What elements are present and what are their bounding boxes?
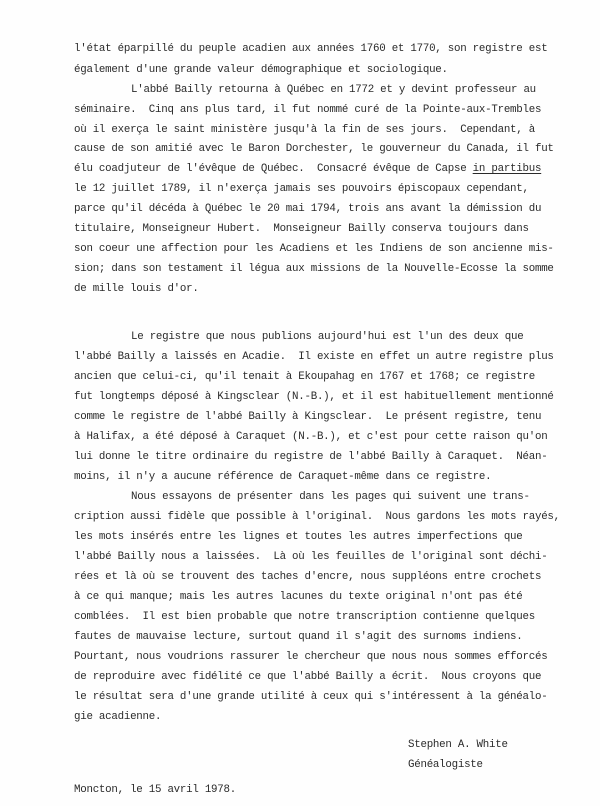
text-line: parce qu'il décéda à Québec le 20 mai 1794, trois ans avant la démission du [74, 203, 542, 215]
text-line: Nous essayons de présenter dans les pages qui suivent une trans- [131, 491, 530, 503]
text-line: de reproduire avec fidélité ce que l'abbé Bailly a écrit. Nous croyons que [74, 671, 542, 683]
text-line: L'abbé Bailly retourna à Québec en 1772 et y devint professeur au [131, 84, 536, 96]
text-line: le résultat sera d'une grande utilité à ceux qui s'intéressent à la généalo- [74, 691, 548, 703]
text-line: fautes de mauvaise lecture, surtout quand il s'agit des surnoms indiens. [74, 631, 523, 643]
text-line: son coeur une affection pour les Acadiens et les Indiens de son ancienne mis- [74, 243, 554, 255]
text-line: Pourtant, nous voudrions rassurer le chercheur que nous nous sommes efforcés [74, 651, 548, 663]
text-line: où il exerça le saint ministère jusqu'à la fin de ses jours. Cependant, à [74, 124, 535, 136]
text-line: cription aussi fidèle que possible à l'original. Nous gardons les mots rayés, [74, 511, 560, 523]
text-line: les mots insérés entre les lignes et toutes les autres imperfections que [74, 531, 523, 543]
signature-name: Stephen A. White [408, 739, 508, 751]
text-line: cause de son amitié avec le Baron Dorchester, le gouverneur du Canada, il fut [74, 143, 554, 155]
text-line: de mille louis d'or. [74, 283, 199, 295]
text-line: l'abbé Bailly nous a laissées. Là où les feuilles de l'original sont déchi- [74, 551, 548, 563]
text-span: élu coadjuteur de l'évêque de Québec. Consacré évêque de Capse [74, 163, 473, 175]
place-date: Moncton, le 15 avril 1978. [74, 784, 236, 796]
underlined-phrase: in partibus [472, 163, 542, 175]
signature-title: Généalogiste [408, 759, 483, 771]
text-line: titulaire, Monseigneur Hubert. Monseigneur Bailly conserva toujours dans [74, 223, 529, 235]
text-line: l'abbé Bailly a laissés en Acadie. Il existe en effet un autre registre plus [74, 351, 554, 363]
text-line: à ce qui manque; mais les autres lacunes du texte original n'ont pas été [74, 591, 523, 603]
text-line: l'état éparpillé du peuple acadien aux années 1760 et 1770, son registre est [74, 43, 548, 55]
text-line: Le registre que nous publions aujourd'hui est l'un des deux que [131, 331, 524, 343]
text-line: à Halifax, a été déposé à Caraquet (N.-B.), et c'est pour cette raison qu'on [74, 431, 548, 443]
text-line: rées et là où se trouvent des taches d'encre, nous suppléons entre crochets [74, 571, 542, 583]
text-line: comblées. Il est bien probable que notre transcription contienne quelques [74, 611, 535, 623]
text-line: lui donne le titre ordinaire du registre de l'abbé Bailly à Caraquet. Néan- [74, 451, 548, 463]
text-line: sion; dans son testament il légua aux missions de la Nouvelle-Ecosse la somme [74, 263, 554, 275]
text-line: également d'une grande valeur démographique et sociologique. [74, 64, 448, 76]
text-line: moins, il n'y a aucune référence de Caraquet-même dans ce registre. [74, 471, 492, 483]
text-line: gie acadienne. [74, 711, 162, 723]
text-line [74, 162, 541, 176]
text-line: comme le registre de l'abbé Bailly à Kingsclear. Le présent registre, tenu [74, 411, 542, 423]
text-line: séminaire. Cinq ans plus tard, il fut nommé curé de la Pointe-aux-Trembles [74, 104, 542, 116]
text-line: le 12 juillet 1789, il n'exerça jamais ses pouvoirs épiscopaux cependant, [74, 183, 529, 195]
text-line: ancien que celui-ci, qu'il tenait à Ekoupahag en 1767 et 1768; ce registre [74, 371, 535, 383]
text-line: fut longtemps déposé à Kingsclear (N.-B.), et il est habituellement mentionné [74, 391, 554, 403]
